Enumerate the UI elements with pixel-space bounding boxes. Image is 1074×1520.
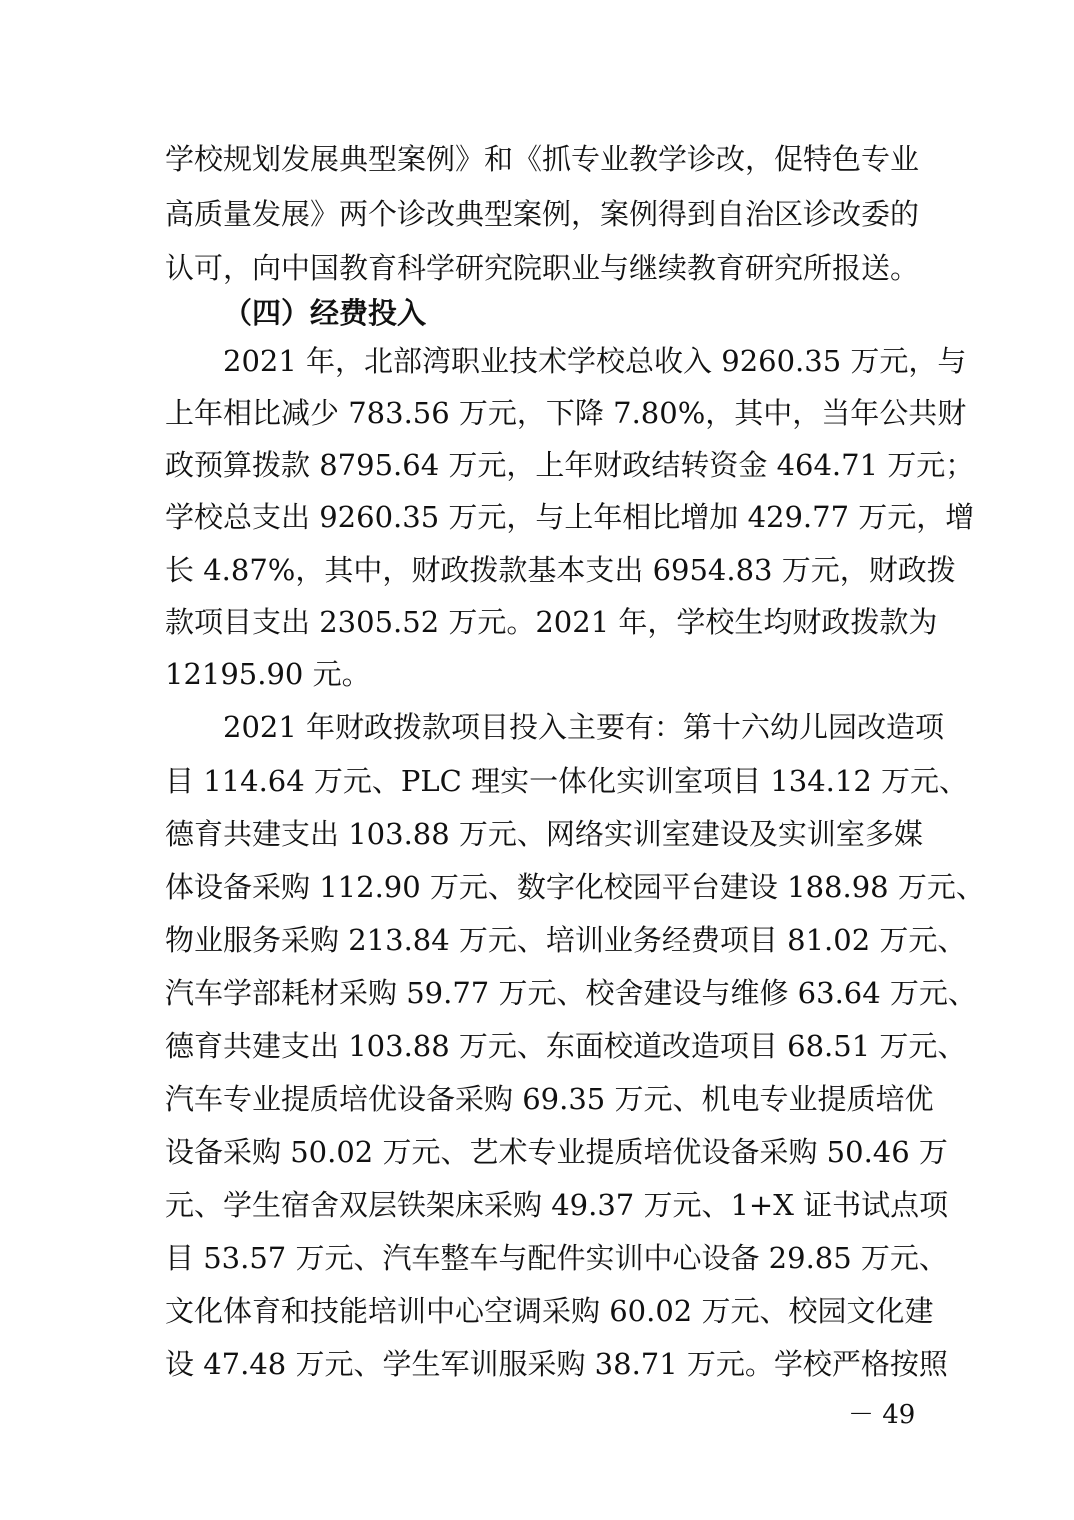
text-line: 汽车专业提质培优设备采购 69.35 万元、机电专业提质培优 (165, 1082, 934, 1116)
text-line: 高质量发展》两个诊改典型案例，案例得到自治区诊改委的 (165, 197, 920, 231)
page-number: － 49 (848, 1400, 916, 1430)
section-heading: （四）经费投入 (223, 296, 427, 330)
text-line: 汽车学部耗材采购 59.77 万元、校舍建设与维修 63.64 万元、 (165, 976, 977, 1010)
text-line: 元、学生宿舍双层铁架床采购 49.37 万元、1+X 证书试点项 (165, 1188, 949, 1222)
text-line: 认可，向中国教育科学研究院职业与继续教育研究所报送。 (165, 251, 920, 285)
text-line: 体设备采购 112.90 万元、数字化校园平台建设 188.98 万元、 (165, 870, 985, 904)
text-line: 德育共建支出 103.88 万元、网络实训室建设及实训室多媒 (165, 817, 923, 851)
text-line: 学校规划发展典型案例》和《抓专业教学诊改，促特色专业 (165, 142, 920, 176)
text-line: 上年相比减少 783.56 万元，下降 7.80%，其中，当年公共财 (165, 396, 967, 430)
text-line: 目 114.64 万元、PLC 理实一体化实训室项目 134.12 万元、 (165, 764, 968, 798)
text-line: 物业服务采购 213.84 万元、培训业务经费项目 81.02 万元、 (165, 923, 967, 957)
text-line: 12195.90 元。 (165, 657, 371, 691)
text-line: 文化体育和技能培训中心空调采购 60.02 万元、校园文化建 (165, 1294, 934, 1328)
text-line: 设备采购 50.02 万元、艺术专业提质培优设备采购 50.46 万 (165, 1135, 948, 1169)
text-line: 2021 年财政拨款项目投入主要有：第十六幼儿园改造项 (223, 710, 945, 744)
text-line: 2021 年，北部湾职业技术学校总收入 9260.35 万元，与 (223, 344, 967, 378)
text-line: 长 4.87%，其中，财政拨款基本支出 6954.83 万元，财政拨 (165, 553, 956, 587)
text-line: 设 47.48 万元、学生军训服采购 38.71 万元。学校严格按照 (165, 1347, 948, 1381)
text-line: 德育共建支出 103.88 万元、东面校道改造项目 68.51 万元、 (165, 1029, 967, 1063)
text-line: 款项目支出 2305.52 万元。2021 年，学校生均财政拨款为 (165, 605, 938, 639)
text-line: 目 53.57 万元、汽车整车与配件实训中心设备 29.85 万元、 (165, 1241, 948, 1275)
text-line: 学校总支出 9260.35 万元，与上年相比增加 429.77 万元，增 (165, 500, 975, 534)
text-line: 政预算拨款 8795.64 万元，上年财政结转资金 464.71 万元； (165, 448, 975, 482)
